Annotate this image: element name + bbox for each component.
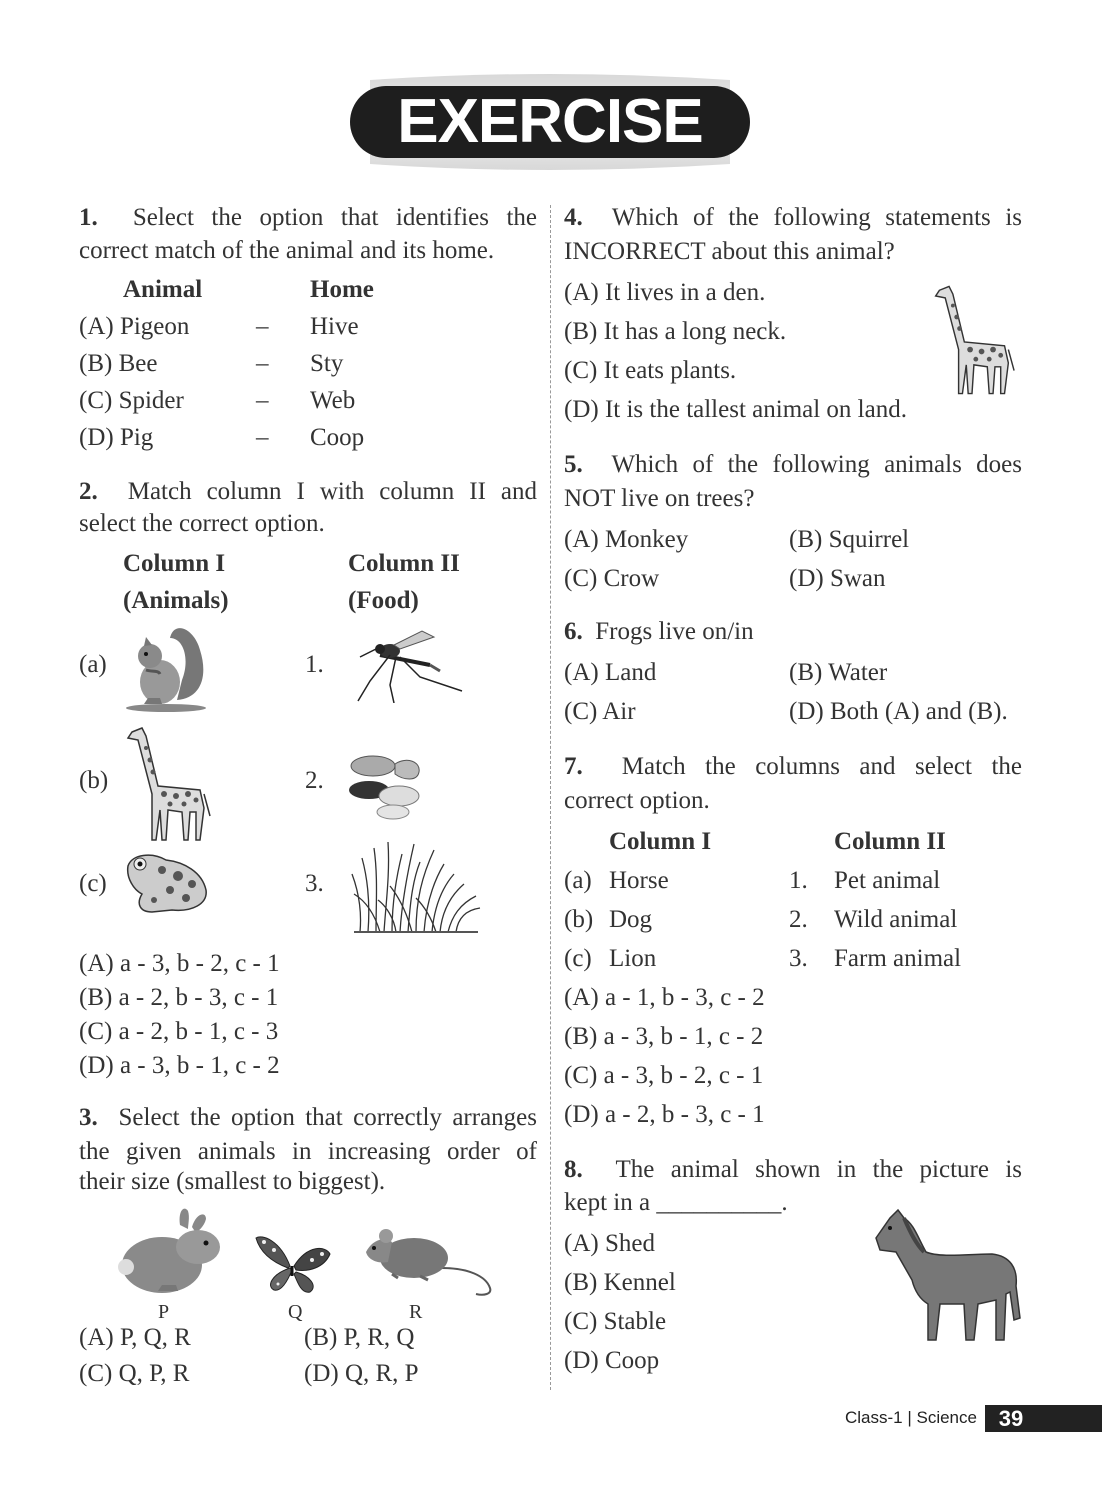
- question-2: [79, 475, 537, 509]
- q6-option-a: (A) Land: [564, 659, 657, 686]
- q1-home-d: Coop: [310, 424, 365, 451]
- giraffe-image: [120, 724, 212, 844]
- q8-option-b: (B) Kennel: [564, 1269, 676, 1296]
- q3-option-b: (B) P, R, Q: [304, 1324, 415, 1351]
- q7-type-1: Pet animal: [834, 867, 941, 894]
- frog-image: [122, 850, 212, 916]
- q2-label-b: (b): [79, 767, 109, 794]
- q8-option-a: (A) Shed: [564, 1230, 655, 1257]
- q2-label-c: (c): [79, 870, 107, 897]
- question-1-line-1: Select the option that identifies the: [132, 204, 538, 231]
- q7-option-c: (C) a - 3, b - 2, c - 1: [564, 1062, 764, 1089]
- footer-text: Class-1 | Science: [845, 1408, 977, 1427]
- q2-option-d: (D) a - 3, b - 1, c - 2: [79, 1052, 280, 1079]
- question-number: 4.: [564, 204, 583, 231]
- page-number: 39: [998, 1406, 1024, 1431]
- question-8-line-2: kept in a __________.: [564, 1189, 788, 1216]
- q7-row-label: (c): [564, 945, 592, 972]
- question-8: [564, 1153, 1022, 1187]
- q6-option-d: (D) Both (A) and (B).: [789, 698, 1008, 725]
- q1-option-d: (D) Pig: [79, 424, 154, 451]
- q7-col1-head: Column I: [609, 828, 712, 855]
- question-number: 6.: [564, 618, 583, 645]
- q4-option-d: (D) It is the tallest animal on land.: [564, 396, 907, 423]
- q1-dash: –: [256, 313, 269, 340]
- q1-dash: –: [256, 424, 269, 451]
- question-8-line-1: The animal shown in the picture is: [615, 1156, 1022, 1183]
- q1-option-a: (A) Pigeon: [79, 313, 190, 340]
- q4-option-c: (C) It eats plants.: [564, 357, 737, 384]
- q2-label-2: 2.: [305, 767, 324, 794]
- q7-option-b: (B) a - 3, b - 1, c - 2: [564, 1023, 764, 1050]
- q7-row-label: (b): [564, 906, 594, 933]
- question-number: 5.: [564, 451, 583, 478]
- q7-animal-b: Dog: [609, 906, 653, 933]
- question-4-line-2: INCORRECT about this animal?: [564, 238, 895, 265]
- q7-num-1: 1.: [789, 867, 808, 894]
- q8-option-d: (D) Coop: [564, 1347, 660, 1374]
- q2-option-b: (B) a - 2, b - 3, c - 1: [79, 984, 279, 1011]
- q2-label-3: 3.: [305, 870, 324, 897]
- q1-dash: –: [256, 387, 269, 414]
- q2-col2-sub: (Food): [348, 587, 419, 614]
- mouse-image: [358, 1222, 494, 1300]
- question-2-line-1: Match column I with column II and: [127, 478, 537, 505]
- q7-type-3: Farm animal: [834, 945, 962, 972]
- q1-option-b: (B) Bee: [79, 350, 158, 377]
- question-2-line-2: select the correct option.: [79, 510, 325, 537]
- q7-type-2: Wild animal: [834, 906, 958, 933]
- question-number: 7.: [564, 753, 583, 780]
- q1-option-c: (C) Spider: [79, 387, 184, 414]
- q1-dash: –: [256, 350, 269, 377]
- question-4-line-1: Which of the following statements is: [611, 204, 1022, 231]
- question-number: 8.: [564, 1156, 583, 1183]
- question-5-line-2: NOT live on trees?: [564, 485, 755, 512]
- question-3-line-3: their size (smallest to biggest).: [79, 1168, 386, 1195]
- page-title: EXERCISE: [397, 87, 703, 156]
- q7-animal-c: Lion: [609, 945, 657, 972]
- question-6: [564, 618, 754, 646]
- q1-home-b: Sty: [310, 350, 344, 377]
- q2-label-a: (a): [79, 651, 107, 678]
- question-1: [79, 201, 537, 235]
- q7-num-3: 3.: [789, 945, 808, 972]
- rabbit-image: [118, 1205, 230, 1297]
- q1-home-a: Hive: [310, 313, 359, 340]
- question-7: [564, 750, 1022, 784]
- q2-option-a: (A) a - 3, b - 2, c - 1: [79, 950, 280, 977]
- q2-col1-sub: (Animals): [123, 587, 229, 614]
- question-7-line-2: correct option.: [564, 787, 710, 814]
- q5-option-b: (B) Squirrel: [789, 526, 910, 553]
- q3-label-r: R: [409, 1301, 423, 1323]
- question-3-line-1: Select the option that correctly arranges: [118, 1104, 537, 1131]
- q1-head-home: Home: [310, 276, 374, 303]
- question-5-line-1: Which of the following animals does: [611, 451, 1023, 478]
- question-3: [79, 1101, 537, 1135]
- question-number: 1.: [79, 204, 98, 231]
- q5-option-c: (C) Crow: [564, 565, 660, 592]
- q1-home-c: Web: [310, 387, 356, 414]
- mosquito-image: [350, 625, 465, 703]
- q3-option-c: (C) Q, P, R: [79, 1360, 190, 1387]
- horse-image: [870, 1208, 1026, 1344]
- q7-num-2: 2.: [789, 906, 808, 933]
- q7-row-label: (a): [564, 867, 592, 894]
- butterfly-image: [252, 1232, 334, 1296]
- q1-head-animal: Animal: [123, 276, 203, 303]
- q4-option-b: (B) It has a long neck.: [564, 318, 787, 345]
- q2-option-c: (C) a - 2, b - 1, c - 3: [79, 1018, 279, 1045]
- q2-label-1: 1.: [305, 651, 324, 678]
- grass-image: [350, 840, 482, 934]
- q3-label-q: Q: [288, 1301, 303, 1323]
- question-7-line-1: Match the columns and select the: [621, 753, 1022, 780]
- q6-option-c: (C) Air: [564, 698, 636, 725]
- question-4: [564, 201, 1022, 235]
- q3-option-a: (A) P, Q, R: [79, 1324, 191, 1351]
- question-number: 2.: [79, 478, 98, 505]
- question-1-line-2: correct match of the animal and its home.: [79, 237, 495, 264]
- column-divider: [550, 205, 551, 1390]
- q4-option-a: (A) It lives in a den.: [564, 279, 766, 306]
- squirrel-image: [122, 620, 210, 712]
- question-3-line-2: the given animals in increasing order of: [79, 1138, 537, 1165]
- q7-option-d: (D) a - 2, b - 3, c - 1: [564, 1101, 765, 1128]
- question-5: [564, 448, 1022, 482]
- q7-option-a: (A) a - 1, b - 3, c - 2: [564, 984, 765, 1011]
- q7-animal-a: Horse: [609, 867, 669, 894]
- q8-option-c: (C) Stable: [564, 1308, 667, 1335]
- q2-col1-head: Column I: [123, 550, 226, 577]
- q2-col2-head: Column II: [348, 550, 460, 577]
- question-number: 3.: [79, 1104, 98, 1131]
- q3-label-p: P: [158, 1301, 170, 1323]
- giraffe-image: [928, 280, 1016, 400]
- q7-col2-head: Column II: [834, 828, 946, 855]
- q6-option-b: (B) Water: [789, 659, 888, 686]
- q5-option-d: (D) Swan: [789, 565, 886, 592]
- question-6-line-1: Frogs live on/in: [595, 618, 754, 645]
- seeds-image: [347, 752, 425, 822]
- q3-option-d: (D) Q, R, P: [304, 1360, 419, 1387]
- q5-option-a: (A) Monkey: [564, 526, 689, 553]
